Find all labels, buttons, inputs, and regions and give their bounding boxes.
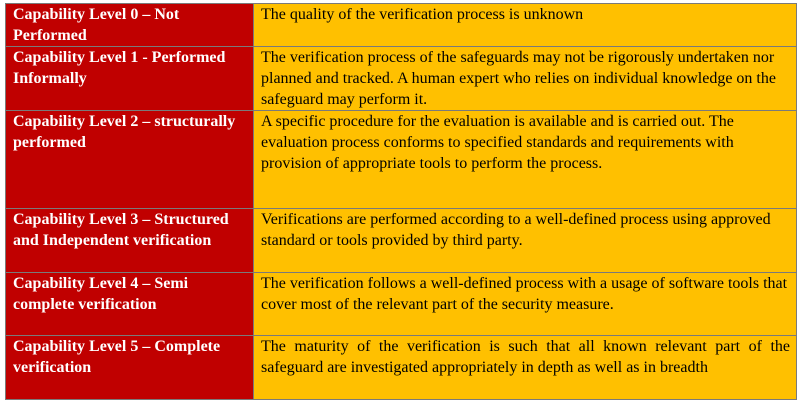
capability-level-4-description: The verification follows a well-defined process with a usage of software tools that cover most of the relevant part of the security measure.	[254, 273, 797, 336]
capability-level-5-description: The maturity of the verification is such that all known relevant part of the safeguard are investigated appropriately in depth as well as in breadth	[254, 336, 797, 400]
table-row	[6, 4, 797, 47]
table-row	[6, 273, 797, 336]
table-row	[6, 47, 797, 111]
table-row	[6, 209, 797, 273]
capability-level-4-label: Capability Level 4 – Semi complete verification	[6, 273, 254, 336]
capability-level-5-label: Capability Level 5 – Complete verification	[6, 336, 254, 400]
capability-level-2-label: Capability Level 2 – structurally performed	[6, 111, 254, 209]
table-row	[6, 111, 797, 209]
capability-levels-table	[5, 3, 797, 400]
table-row	[6, 336, 797, 400]
capability-level-2-description: A specific procedure for the evaluation is available and is carried out. The evaluation process conforms to specified standards and requirements with provision of appropriate tools to perform the process.	[254, 111, 797, 209]
capability-level-0-description: The quality of the verification process is unknown	[254, 4, 797, 47]
capability-level-0-label: Capability Level 0 – Not Performed	[6, 4, 254, 47]
capability-level-3-description: Verifications are performed according to a well-defined process using approved standard or tools provided by third party.	[254, 209, 797, 273]
capability-level-3-label: Capability Level 3 – Structured and Independent verification	[6, 209, 254, 273]
capability-level-1-label: Capability Level 1 - Performed Informally	[6, 47, 254, 111]
capability-level-1-description: The verification process of the safeguards may not be rigorously undertaken nor planned and tracked. A human expert who relies on individual knowledge on the safeguard may perform it.	[254, 47, 797, 111]
